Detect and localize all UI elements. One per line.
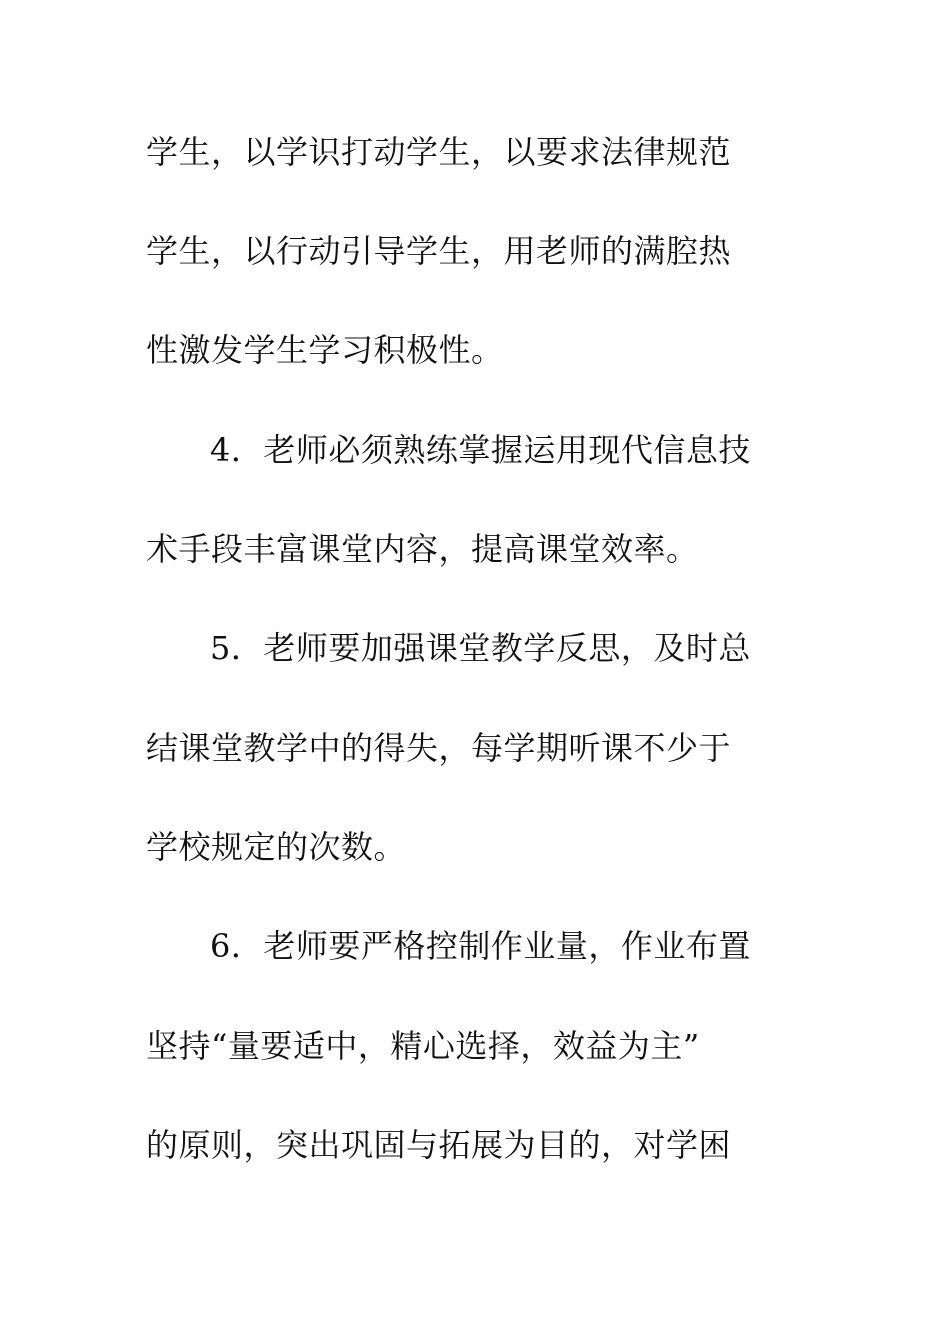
text-line: 坚持“量要适中，精心选择，效益为主” [146,1027,700,1065]
text-line: 学校规定的次数。 [146,828,407,866]
text-line: 学生，以行动引导学生，用老师的满腔热 [146,232,732,270]
text-line: 的原则，突出巩固与拓展为目的，对学困 [146,1126,732,1164]
text-line: 5．老师要加强课堂教学反思，及时总 [210,629,751,667]
text-line: 结课堂教学中的得失，每学期听课不少于 [146,729,732,767]
text-line: 术手段丰富课堂内容，提高课堂效率。 [146,530,699,568]
text-line: 4．老师必须熟练掌握运用现代信息技 [210,431,751,469]
text-line: 6．老师要严格控制作业量，作业布置 [210,927,751,965]
text-line: 学生，以学识打动学生，以要求法律规范 [146,133,732,171]
text-line: 性激发学生学习积极性。 [146,331,504,369]
